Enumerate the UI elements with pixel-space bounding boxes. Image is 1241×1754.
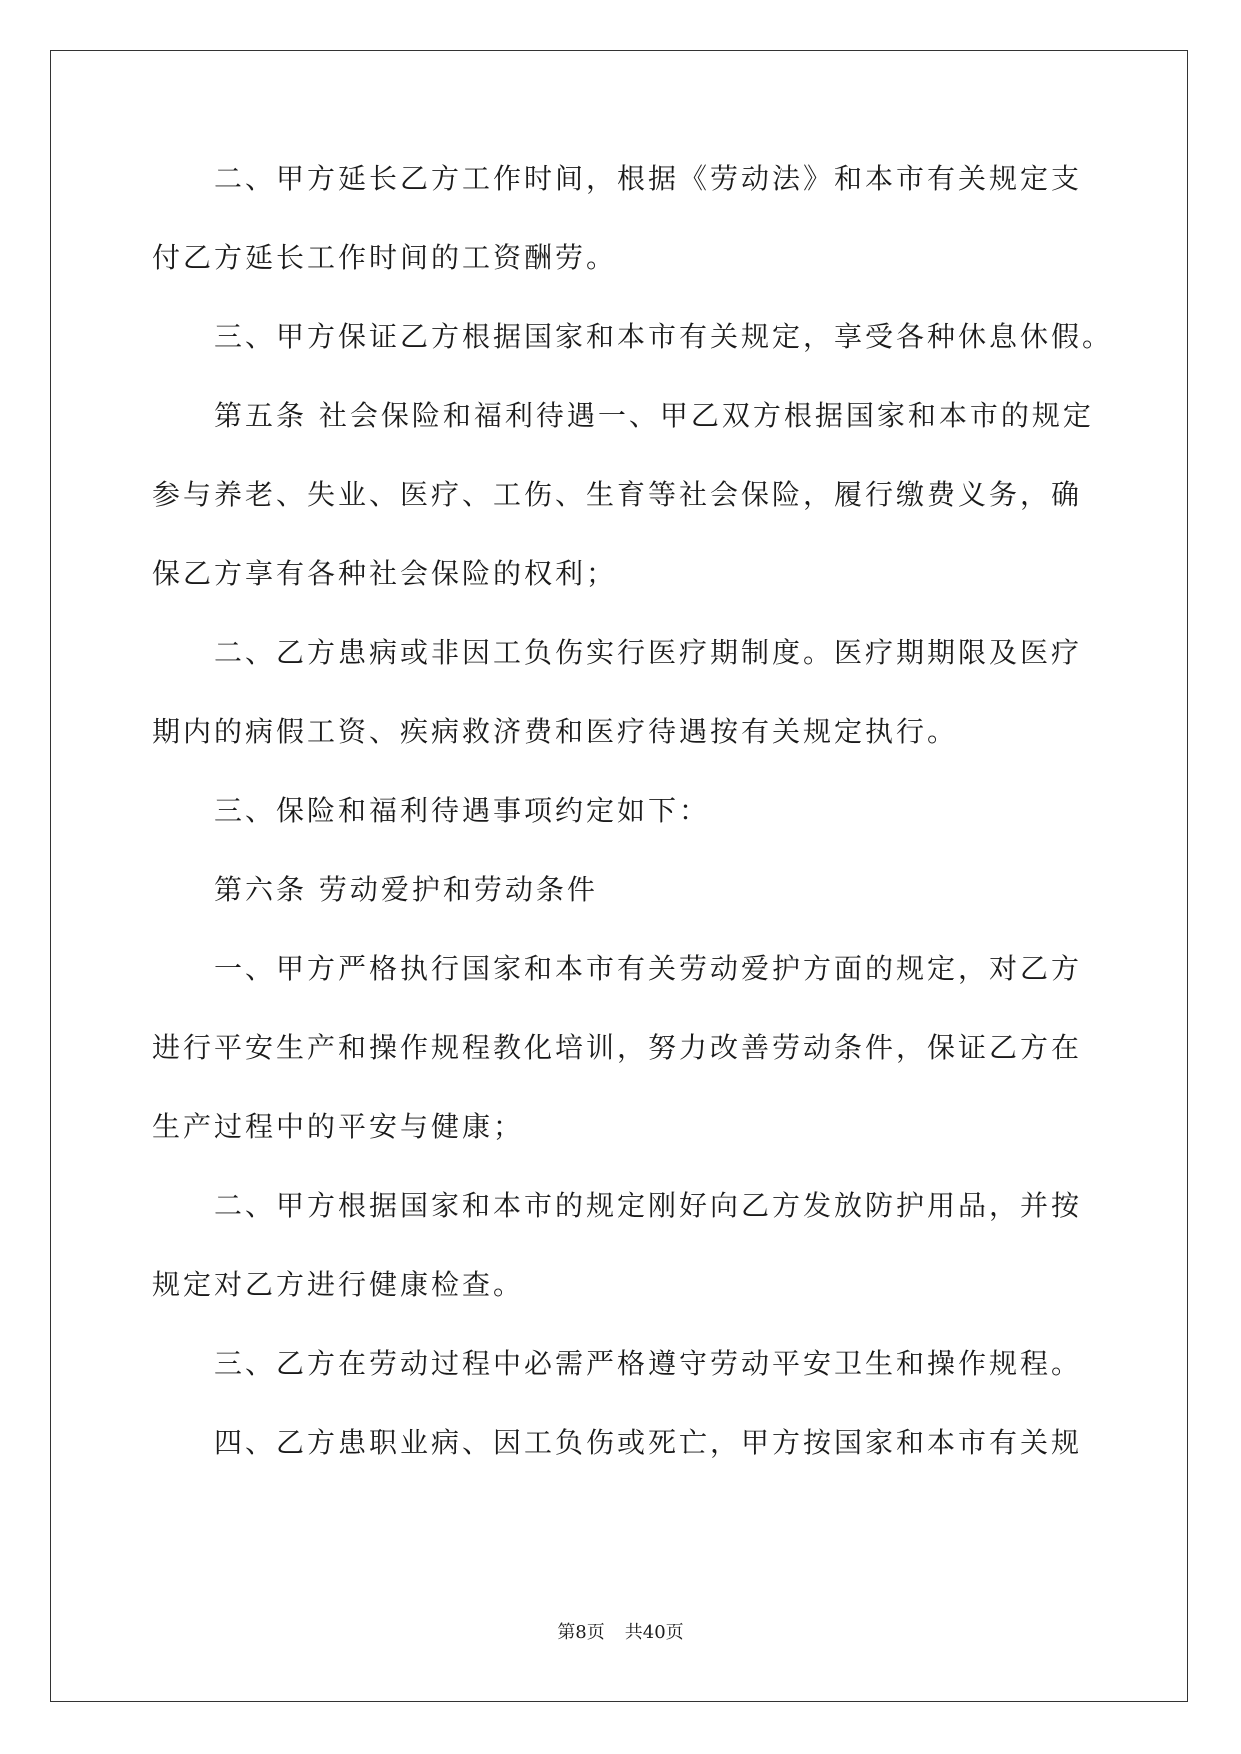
paragraph-line: 保乙方享有各种社会保险的权利； bbox=[152, 557, 618, 590]
paragraph-line: 三、甲方保证乙方根据国家和本市有关规定，享受各种休息休假。 bbox=[214, 320, 1114, 353]
section-heading-line: 第六条 劳动爱护和劳动条件 bbox=[214, 873, 598, 906]
paragraph-line: 进行平安生产和操作规程教化培训，努力改善劳动条件，保证乙方在 bbox=[152, 1031, 1083, 1064]
paragraph-line: 四、乙方患职业病、因工负伤或死亡，甲方按国家和本市有关规 bbox=[214, 1426, 1083, 1459]
page-footer bbox=[0, 1622, 1241, 1644]
paragraph-line: 生产过程中的平安与健康； bbox=[152, 1110, 525, 1143]
document-body bbox=[152, 162, 1114, 1506]
paragraph-line: 二、甲方根据国家和本市的规定刚好向乙方发放防护用品，并按 bbox=[214, 1189, 1083, 1222]
paragraph-line: 付乙方延长工作时间的工资酬劳。 bbox=[152, 241, 618, 274]
paragraph-line: 三、保险和福利待遇事项约定如下： bbox=[214, 794, 711, 827]
paragraph-line: 三、乙方在劳动过程中必需严格遵守劳动平安卫生和操作规程。 bbox=[214, 1347, 1083, 1380]
paragraph-line: 参与养老、失业、医疗、工伤、生育等社会保险，履行缴费义务，确 bbox=[152, 478, 1083, 511]
paragraph-line: 期内的病假工资、疾病救济费和医疗待遇按有关规定执行。 bbox=[152, 715, 959, 748]
paragraph-line: 一、甲方严格执行国家和本市有关劳动爱护方面的规定，对乙方 bbox=[214, 952, 1083, 985]
page-number: 第8页 bbox=[557, 1622, 605, 1643]
paragraph-line: 二、甲方延长乙方工作时间，根据《劳动法》和本市有关规定支 bbox=[214, 162, 1083, 195]
paragraph-line: 规定对乙方进行健康检查。 bbox=[152, 1268, 525, 1301]
paragraph-line: 二、乙方患病或非因工负伤实行医疗期制度。医疗期期限及医疗 bbox=[214, 636, 1083, 669]
section-heading-line: 第五条 社会保险和福利待遇一、甲乙双方根据国家和本市的规定 bbox=[214, 399, 1094, 432]
page-total: 共40页 bbox=[624, 1622, 684, 1643]
